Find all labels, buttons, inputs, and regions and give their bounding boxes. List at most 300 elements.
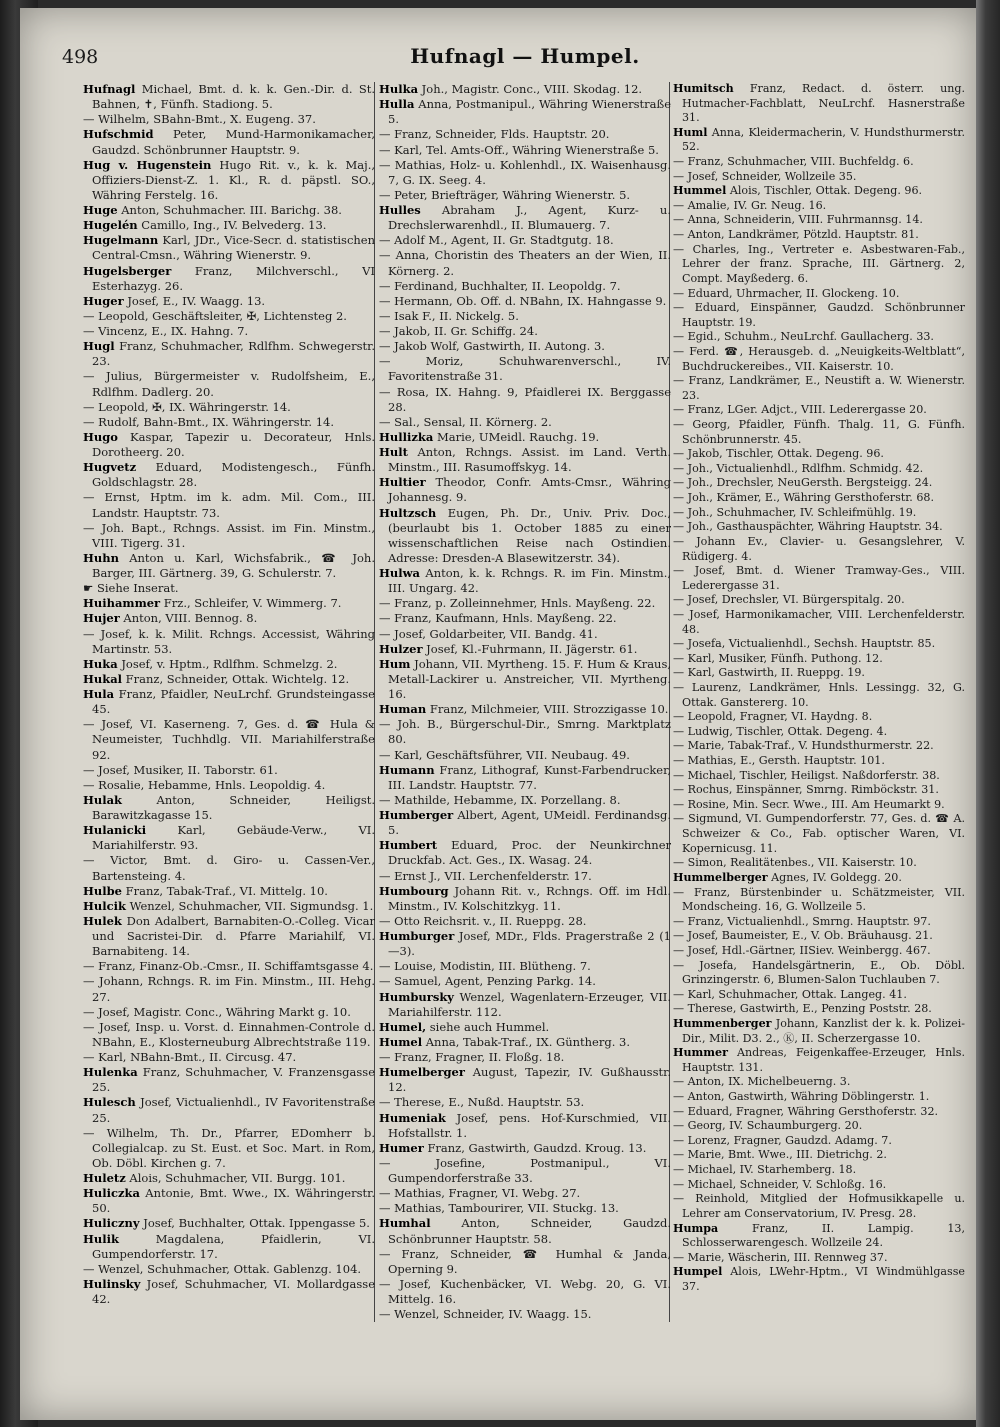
directory-entry (83, 309, 375, 324)
directory-entry (379, 717, 671, 747)
directory-entry (673, 769, 965, 784)
entry-details: — Therese, Gastwirth, E., Penzing Poststr. 28. (673, 1002, 932, 1016)
directory-entry (673, 1002, 965, 1017)
directory-entry (673, 1017, 965, 1046)
directory-entry (379, 203, 671, 233)
directory-entry (379, 1020, 671, 1035)
entry-details: — Mathias, E., Gersth. Hauptstr. 101. (673, 754, 885, 768)
entry-surname: Hulinsky (83, 1276, 141, 1291)
directory-entry (673, 856, 965, 871)
entry-details: Franz, Milchverschl., VI Esterhazyg. 26. (92, 263, 375, 293)
directory-entry (673, 608, 965, 637)
entry-surname: Humbourg (379, 883, 449, 898)
directory-entry (83, 1065, 375, 1095)
entry-details: Anton u. Karl, Wichsfabrik., ☎ Joh. Barger, III. Gärtnerg. 39, G. Schulerstr. 7. (92, 550, 375, 580)
entry-surname: Hulka (379, 82, 419, 96)
entry-details: — Hermann, Ob. Off. d. NBahn, IX. Hahngasse 9. (379, 293, 667, 308)
entry-details: Anna, Tabak-Traf., IX. Güntherg. 3. (425, 1034, 630, 1049)
directory-entry (83, 82, 375, 112)
entry-surname: Hulanicki (83, 823, 147, 838)
directory-entry (83, 657, 375, 672)
directory-entry (83, 611, 375, 626)
entry-surname: Hugl (83, 339, 115, 354)
entry-details: Josef, Victualienhdl., IV Favoritenstraße 25. (92, 1095, 375, 1125)
entry-surname: Hullizka (379, 429, 434, 444)
entry-details: — Josef, Musiker, II. Taborstr. 61. (83, 762, 278, 777)
directory-entry (379, 748, 671, 763)
entry-surname: Huml (673, 125, 708, 139)
directory-entry (673, 535, 965, 564)
entry-details: — Marie, Bmt. Wwe., III. Dietrichg. 2. (673, 1148, 887, 1162)
directory-entry (83, 127, 375, 157)
directory-entry (379, 339, 671, 354)
entry-surname: Hugelmann (83, 233, 159, 248)
directory-entry (673, 652, 965, 667)
directory-entry (673, 666, 965, 681)
directory-entry (673, 871, 965, 886)
directory-entry (83, 627, 375, 657)
directory-entry (379, 1050, 671, 1065)
entry-details: Johann Rit. v., Rchngs. Off. im Hdl. Minstm., IV. Kolschitzkyg. 11. (388, 883, 671, 913)
entry-details: — Rudolf, Bahn-Bmt., IX. Währingerstr. 14. (83, 414, 335, 429)
entry-details: — Josef, Insp. u. Vorst. d. Einnahmen-Controle d. NBahn, E., Klosterneuburg Albrechtstraße 119. (83, 1019, 375, 1049)
directory-entry (379, 990, 671, 1020)
entry-details: — Louise, Modistin, III. Blütheng. 7. (379, 959, 591, 974)
directory-entry (83, 1020, 375, 1050)
directory-entry (379, 430, 671, 445)
directory-entry (379, 914, 671, 929)
directory-entry (379, 974, 671, 989)
entry-details: Franz, Lithograf, Kunst-Farbendrucker, III. Landstr. Hauptstr. 77. (388, 762, 671, 792)
entry-surname: Hula (83, 687, 115, 701)
directory-entry (673, 184, 965, 199)
entry-surname: Hultzsch (379, 505, 437, 520)
entry-details: Marie, UMeidl. Rauchg. 19. (436, 429, 600, 444)
entry-details: — Therese, E., Nußd. Hauptstr. 53. (379, 1095, 585, 1110)
entry-surname: Huge (83, 203, 118, 217)
entry-details: Franz, Schuhmacher, V. Franzensgasse 25. (92, 1065, 375, 1095)
entry-details: — Franz, Schneider, Flds. Hauptstr. 20. (379, 127, 610, 142)
directory-entry (673, 506, 965, 521)
directory-entry (673, 155, 965, 170)
entry-details: — Franz, Schuhmacher, VIII. Buchfeldg. 6. (673, 155, 914, 169)
entry-details: Josef, v. Hptm., Rdlfhm. Schmelzg. 2. (121, 656, 338, 671)
directory-entry (83, 112, 375, 127)
directory-entry (83, 974, 375, 1004)
entry-surname: Hug v. Hugenstein (83, 157, 212, 172)
directory-entry (83, 596, 375, 611)
directory-entry (83, 264, 375, 294)
entry-details: — Karl, Geschäftsführer, VII. Neubaug. 49. (379, 747, 630, 762)
directory-entry (379, 354, 671, 384)
entry-surname: Hufschmid (83, 127, 154, 142)
entry-details: — Franz, Bürstenbinder u. Schätzmeister, VII. Mondscheing. 16, G. Wollzeile 5. (673, 885, 965, 914)
column-left (83, 82, 375, 1307)
directory-entry (83, 884, 375, 899)
directory-entry (83, 233, 375, 263)
directory-entry (83, 339, 375, 369)
entry-surname: Hugelsberger (83, 263, 172, 278)
entry-details: — Franz, LGer. Adjct., VIII. Lederergasse 20. (673, 403, 927, 417)
directory-entry (673, 374, 965, 403)
entry-details: Andreas, Feigenkaffee-Erzeuger, Hnls. Hauptstr. 131. (682, 1046, 965, 1074)
running-head: Hufnagl — Humpel. (410, 44, 640, 68)
directory-entry (83, 324, 375, 339)
entry-details: — Josef, Magistr. Conc., Währing Markt g. 10. (83, 1004, 351, 1019)
directory-entry (83, 672, 375, 687)
entry-surname: Hulesch (83, 1095, 136, 1110)
entry-details: — Josefa, Handelsgärtnerin, E., Ob. Döbl. Grinzingerstr. 6, Blumen-Salon Tuchlauben 7. (673, 958, 965, 987)
entry-details: — Anton, Gastwirth, Währing Döblingerstr. 1. (673, 1090, 930, 1104)
directory-entry (673, 213, 965, 228)
directory-entry (673, 812, 965, 856)
entry-surname: Hulwa (379, 566, 420, 580)
entry-details: — Joh., Gasthauspächter, Währing Hauptstr. 34. (673, 520, 943, 534)
entry-details: — Jakob, II. Gr. Schiffg. 24. (379, 324, 538, 338)
directory-entry (379, 1141, 671, 1156)
directory-entry (379, 959, 671, 974)
entry-details: — Georg, IV. Schaumburgerg. 20. (673, 1119, 863, 1133)
directory-entry (379, 1307, 671, 1322)
directory-entry (379, 808, 671, 838)
directory-entry (83, 218, 375, 233)
entry-details: — Samuel, Agent, Penzing Parkg. 14. (379, 974, 596, 989)
entry-details: — Vincenz, E., IX. Hahng. 7. (83, 324, 249, 338)
entry-details: — Mathias, Holz- u. Kohlenhdl., IX. Waisenhausg. 7, G. IX. Seeg. 4. (379, 157, 671, 187)
directory-entry (673, 710, 965, 725)
entry-details: Anton, Schneider, Gaudzd. Schönbrunner Hauptstr. 58. (388, 1216, 671, 1246)
directory-entry (673, 783, 965, 798)
entry-details: Wenzel, Wagenlatern-Erzeuger, VII. Mariahilferstr. 112. (388, 989, 671, 1019)
directory-entry (379, 566, 671, 596)
directory-entry (83, 369, 375, 399)
directory-entry (379, 324, 671, 339)
directory-entry (673, 929, 965, 944)
directory-entry (83, 294, 375, 309)
directory-entry (83, 687, 375, 717)
entry-details: — Egid., Schuhm., NeuLrchf. Gaullacherg. 33. (673, 330, 934, 344)
directory-entry (379, 475, 671, 505)
entry-details: Karl, JDr., Vice-Secr. d. statistischen Central-Cmsn., Währing Wienerstr. 9. (92, 233, 376, 263)
directory-entry (673, 228, 965, 243)
entry-details: — Rosalie, Hebamme, Hnls. Leopoldig. 4. (83, 777, 326, 792)
directory-entry (673, 988, 965, 1003)
entry-surname: Hummelberger (673, 870, 768, 884)
entry-details: — Franz, Finanz-Ob.-Cmsr., II. Schiffamtsgasse 4. (83, 959, 374, 974)
directory-entry (673, 564, 965, 593)
directory-entry (673, 1222, 965, 1251)
entry-surname: Hultier (379, 475, 426, 490)
directory-entry (379, 702, 671, 717)
entry-details: Alois, Tischler, Ottak. Degeng. 96. (729, 184, 923, 198)
directory-entry (673, 491, 965, 506)
directory-entry (379, 869, 671, 884)
entry-details: — Wenzel, Schuhmacher, Ottak. Gablenzg. 104. (83, 1261, 362, 1276)
directory-entry (673, 959, 965, 988)
entry-details: Franz, Milchmeier, VIII. Strozzigasse 10. (429, 702, 669, 717)
directory-entry (673, 944, 965, 959)
entry-surname: Hulles (379, 203, 421, 217)
entry-details: — Joh., Krämer, E., Währing Gersthoferstr. 68. (673, 491, 935, 505)
directory-entry (379, 1035, 671, 1050)
directory-entry (83, 490, 375, 520)
directory-entry (673, 1178, 965, 1193)
entry-details: — Mathias, Fragner, VI. Webg. 27. (379, 1186, 581, 1201)
entry-details: — Franz, Victualienhdl., Smrng. Hauptstr. 97. (673, 914, 931, 928)
entry-details: — Marie, Tabak-Traf., V. Hundsthurmerstr. 22. (673, 739, 934, 753)
directory-entry (673, 170, 965, 185)
entry-details: — Michael, Tischler, Heiligst. Naßdorferstr. 38. (673, 768, 940, 782)
directory-entry (673, 1265, 965, 1294)
directory-entry (83, 158, 375, 203)
directory-entry (379, 233, 671, 248)
entry-details: Wenzel, Schuhmacher, VII. Sigmundsg. 1. (129, 898, 374, 913)
entry-details: — Josef, Schneider, Wollzeile 35. (673, 169, 857, 183)
entry-surname: Hum (379, 656, 411, 671)
entry-details: — Joh. B., Bürgerschul-Dir., Smrng. Marktplatz 80. (379, 717, 671, 747)
directory-entry (379, 763, 671, 793)
entry-surname: Humbert (379, 838, 438, 853)
entry-surname: Hulek (83, 913, 122, 928)
entry-details: — Joh., Victualienhdl., Rdlfhm. Schmidg. 42. (673, 461, 924, 475)
directory-entry (83, 1126, 375, 1171)
entry-details: — Franz, p. Zolleinnehmer, Hnls. Mayßeng. 22. (379, 596, 656, 611)
entry-surname: Humburger (379, 929, 455, 943)
entry-surname: Hummer (673, 1046, 728, 1060)
directory-entry (673, 754, 965, 769)
directory-entry (379, 188, 671, 203)
entry-details: Eugen, Ph. Dr., Univ. Priv. Doc., (beurlaubt bis 1. October 1885 zu einer wissenschaftlichen Reise nach Ostindien. Adresse: Dresden-A Blasewitzerstr. 34). (388, 505, 671, 565)
entry-details: — Anna, Schneiderin, VIII. Fuhrmannsg. 14. (673, 213, 923, 227)
directory-entry (379, 596, 671, 611)
entry-details: — Michael, IV. Starhemberg. 18. (673, 1163, 857, 1177)
directory-entry (379, 143, 671, 158)
entry-surname: Hulla (379, 97, 415, 112)
entry-surname: Hulak (83, 792, 123, 807)
directory-entry (379, 1111, 671, 1141)
entry-details: Don Adalbert, Barnabiten-O.-Colleg. Vicar und Sacristei-Dir. d. Pfarre Mariahilf, VI. Barnabiteng. 14. (92, 913, 375, 959)
entry-details: — Josef, Hdl.-Gärtner, IISiev. Weinbergg. 467. (673, 943, 931, 957)
entry-surname: Huliczny (83, 1216, 140, 1231)
entry-surname: Hulenka (83, 1065, 138, 1080)
entry-details: — Rosine, Min. Secr. Wwe., III. Am Heumarkt 9. (673, 797, 945, 811)
directory-entry (379, 309, 671, 324)
directory-entry (673, 1075, 965, 1090)
entry-details: — Anton, Landkrämer, Pötzld. Hauptstr. 81. (673, 228, 919, 242)
entry-details: — Sal., Sensal, II. Körnerg. 2. (379, 414, 552, 429)
directory-entry (673, 798, 965, 813)
entry-details: Michael, Bmt. d. k. k. Gen.-Dir. d. St. Bahnen, ✝, Fünfh. Stadiong. 5. (92, 82, 375, 112)
entry-details: — Ernst, Hptm. im k. adm. Mil. Com., III. Landstr. Hauptstr. 73. (83, 490, 375, 520)
entry-details: — Reinhold, Mitglied der Hofmusikkapelle u. Lehrer am Conservatorium, IV. Presg. 28. (673, 1192, 965, 1220)
entry-details: Franz, II. Lampig. 13, Schlosserwarengesch. Wollzeile 24. (682, 1221, 965, 1250)
directory-entry (83, 400, 375, 415)
directory-entry (379, 838, 671, 868)
directory-entry (673, 1090, 965, 1105)
directory-entry (673, 287, 965, 302)
entry-details: Franz, Pfaidler, NeuLrchf. Grundsteingasse 45. (92, 687, 375, 717)
directory-entry (379, 248, 671, 278)
directory-entry (673, 1119, 965, 1134)
directory-entry (83, 717, 375, 762)
directory-entry (83, 1050, 375, 1065)
entry-details: — Karl, Gastwirth, II. Rueppg. 19. (673, 666, 865, 680)
entry-details: — Karl, Schuhmacher, Ottak. Langeg. 41. (673, 987, 907, 1001)
entry-details: Josef, Schuhmacher, VI. Mollardgasse 42. (92, 1276, 375, 1306)
directory-entry (83, 959, 375, 974)
directory-entry (673, 1148, 965, 1163)
directory-entry (379, 506, 671, 567)
directory-entry (83, 581, 375, 596)
entry-details: Josef, MDr., Flds. Pragerstraße 2 (1—3). (388, 929, 671, 959)
directory-entry (673, 403, 965, 418)
entry-details: — Eduard, Fragner, Währing Gersthoferstr. 32. (673, 1104, 939, 1118)
directory-entry (673, 637, 965, 652)
entry-details: August, Tapezir, IV. Gußhausstr. 12. (388, 1065, 671, 1095)
entry-details: Anna, Kleidermacherin, V. Hundsthurmerstr. 52. (682, 125, 965, 154)
column-middle (379, 82, 671, 1322)
entry-details: — Josef, VI. Kaserneng. 7, Ges. d. ☎ Hula & Neumeister, Tuchhdlg. VII. Mariahilferstraße 92. (83, 717, 375, 762)
entry-details: — Ferdinand, Buchhalter, II. Leopoldg. 7. (379, 278, 621, 293)
entry-details: — Josef, Baumeister, E., V. Ob. Bräuhausg. 21. (673, 929, 933, 943)
directory-entry (673, 301, 965, 330)
directory-entry (673, 915, 965, 930)
entry-details: Anton, VIII. Bennog. 8. (123, 611, 258, 626)
directory-entry (379, 97, 671, 127)
directory-entry (83, 1277, 375, 1307)
entry-details: — Franz, Landkrämer, E., Neustift a. W. Wienerstr. 23. (673, 374, 965, 402)
entry-details: — Jakob Wolf, Gastwirth, II. Autong. 3. (379, 339, 605, 354)
directory-entry (673, 1134, 965, 1149)
entry-details: Anna, Postmanipul., Währing Wienerstraße 5. (388, 97, 671, 127)
entry-details: Albert, Agent, UMeidl. Ferdinandsg. 5. (388, 808, 672, 838)
entry-details: Kaspar, Tapezir u. Decorateur, Hnls. Dorotheerg. 20. (92, 429, 376, 459)
directory-entry (379, 627, 671, 642)
entry-details: — Adolf M., Agent, II. Gr. Stadtgutg. 18. (379, 233, 614, 248)
entry-details: — Charles, Ing., Vertreter e. Asbestwaren-Fab., Lehrer der franz. Sprache, III. Gärtnerg. 2, Compt. Mayßederg. 6. (673, 242, 965, 285)
directory-entry (83, 793, 375, 823)
directory-entry (673, 199, 965, 214)
directory-entry (83, 203, 375, 218)
directory-entry (673, 1105, 965, 1120)
directory-entry (83, 1232, 375, 1262)
entry-details: — Josef, Bmt. d. Wiener Tramway-Ges., VIII. Lederergasse 31. (673, 564, 965, 592)
entry-surname: Hulbe (83, 883, 122, 898)
entry-details: — Karl, NBahn-Bmt., II. Circusg. 47. (83, 1050, 297, 1064)
entry-details: Anton, Schuhmacher. III. Barichg. 38. (121, 203, 342, 217)
entry-surname: Hugo (83, 429, 118, 444)
directory-entry (83, 899, 375, 914)
directory-entry (83, 778, 375, 793)
entry-details: Josef, Kl.-Fuhrmann, II. Jägerstr. 61. (426, 641, 638, 656)
entry-details: — Leopold, Geschäftsleiter, ✠, Lichtensteg 2. (83, 308, 347, 323)
directory-entry (379, 1186, 671, 1201)
entry-details: Alois, Schuhmacher, VII. Burgg. 101. (129, 1171, 346, 1185)
directory-entry (673, 520, 965, 535)
entry-details: — Josef, Goldarbeiter, VII. Bandg. 41. (379, 626, 598, 641)
entry-details: — Joh., Drechsler, NeuGersth. Bergsteigg. 24. (673, 476, 933, 490)
directory-entry (83, 1262, 375, 1277)
entry-details: — Wenzel, Schneider, IV. Waagg. 15. (379, 1307, 592, 1322)
entry-details: Franz, Redact. d. österr. ung. Hutmacher-Fachblatt, NeuLrchf. Hasnerstraße 31. (682, 82, 966, 125)
entry-details: — Sigmund, VI. Gumpendorferstr. 77, Ges. d. ☎ A. Schweizer & Co., Fab. optischer Waren, VI. Kopernicusg. 11. (673, 812, 965, 855)
entry-surname: Humeniak (379, 1110, 446, 1125)
entry-surname: Human (379, 702, 427, 717)
entry-surname: Humer (379, 1140, 424, 1155)
entry-details: Hugo Rit. v., k. k. Maj., Offiziers-Dienst-Z. 1. Kl., R. d. päpstl. SO., Währing Ferstelg. 16. (92, 157, 376, 202)
entry-surname: Hugvetz (83, 460, 137, 475)
entry-surname: Humel, (379, 1019, 427, 1034)
entry-details: — Mathilde, Hebamme, IX. Porzellang. 8. (379, 792, 621, 807)
entry-surname: Hulcik (83, 898, 126, 913)
entry-surname: Hulzer (379, 641, 423, 656)
entry-surname: Huger (83, 293, 124, 308)
entry-details: Franz, Gastwirth, Gaudzd. Kroug. 13. (427, 1140, 647, 1155)
entry-details: — Anna, Choristin des Theaters an der Wien, II. Körnerg. 2. (379, 248, 671, 278)
entry-details: — Michael, Schneider, V. Schloßg. 16. (673, 1177, 887, 1191)
directory-entry (379, 1095, 671, 1110)
entry-surname: Humitsch (673, 82, 734, 95)
directory-entry (673, 82, 965, 126)
directory-entry (673, 725, 965, 740)
entry-surname: Hukal (83, 671, 123, 686)
entry-details: — Amalie, IV. Gr. Neug. 16. (673, 198, 827, 212)
entry-details: — Eduard, Uhrmacher, II. Glockeng. 10. (673, 286, 900, 300)
entry-surname: Humberger (379, 808, 454, 822)
entry-details: — Leopold, ✠, IX. Währingerstr. 14. (83, 399, 291, 414)
entry-details: — Laurenz, Landkrämer, Hnls. Lessingg. 32, G. Ottak. Ganstererg. 10. (673, 680, 965, 709)
directory-entry (83, 1216, 375, 1231)
directory-entry (83, 1005, 375, 1020)
directory-entry (83, 1186, 375, 1216)
entry-details: Frz., Schleifer, V. Wimmerg. 7. (163, 596, 342, 611)
directory-entry (673, 593, 965, 608)
directory-entry (673, 418, 965, 447)
entry-details: — Karl, Tel. Amts-Off., Währing Wienerstraße 5. (379, 142, 659, 157)
entry-surname: Hugelén (83, 218, 138, 233)
entry-surname: Humbursky (379, 989, 454, 1004)
entry-surname: Huka (83, 656, 118, 671)
directory-entry (83, 823, 375, 853)
entry-details: — Isak F., II. Nickelg. 5. (379, 308, 519, 323)
directory-entry (673, 330, 965, 345)
entry-details: — Otto Reichsrit. v., II. Rueppg. 28. (379, 913, 587, 928)
entry-details: — Ernst J., VII. Lerchenfelderstr. 17. (379, 868, 592, 883)
entry-details: — Josef, Kuchenbäcker, VI. Webg. 20, G. VI. Mittelg. 16. (379, 1276, 671, 1306)
entry-details: Magdalena, Pfaidlerin, VI. Gumpendorferstr. 17. (92, 1231, 375, 1261)
page-number: 498 (62, 46, 99, 68)
entry-details: Abraham J., Agent, Kurz- u. Drechslerwarenhdl., II. Blumauerg. 7. (388, 203, 671, 233)
directory-entry (673, 243, 965, 287)
entry-details: — Wilhelm, SBahn-Bmt., X. Eugeng. 37. (83, 112, 316, 127)
entry-surname: Humann (379, 762, 435, 777)
directory-entry (673, 126, 965, 155)
entry-details: Franz, Schuhmacher, Rdlfhm. Schwegerstr. 23. (92, 339, 375, 369)
directory-entry (83, 460, 375, 490)
directory-entry (379, 611, 671, 626)
entry-details: — Josef, Drechsler, VI. Bürgerspitalg. 20. (673, 593, 905, 607)
entry-details: — Julius, Bürgermeister v. Rudolfsheim, E., Rdlfhm. Dadlerg. 20. (83, 369, 375, 399)
entry-surname: Hulik (83, 1231, 119, 1246)
directory-entry (83, 1095, 375, 1125)
entry-details: Agnes, IV. Goldegg. 20. (771, 870, 902, 884)
directory-entry (379, 158, 671, 188)
directory-entry (379, 294, 671, 309)
entry-details: Alois, LWehr-Hptm., VI Windmühlgasse 37. (682, 1265, 965, 1293)
entry-details: — Lorenz, Fragner, Gaudzd. Adamg. 7. (673, 1133, 892, 1147)
entry-details: — Mathias, Tambourirer, VII. Stuckg. 13. (379, 1201, 619, 1216)
directory-entry (379, 82, 671, 97)
